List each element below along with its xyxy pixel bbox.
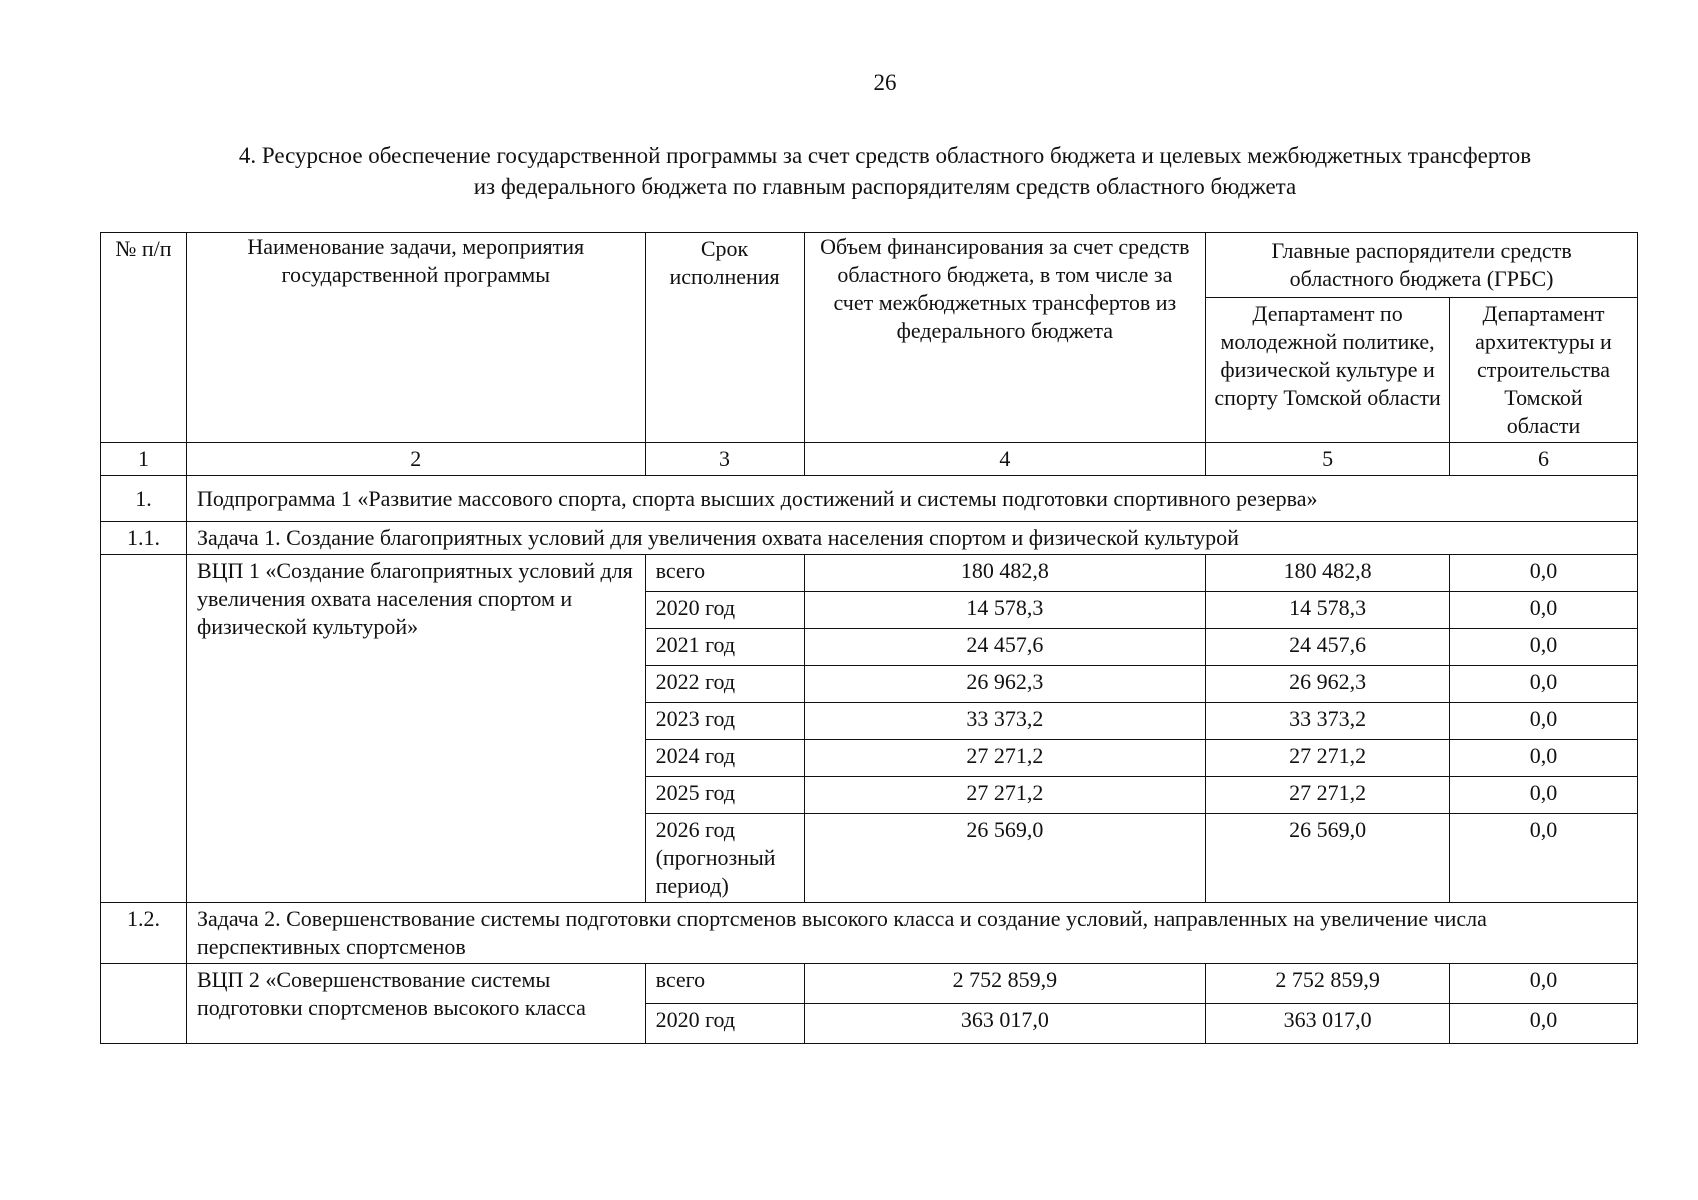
volume-cell: 26 569,0 bbox=[804, 814, 1206, 903]
section-num: 1. bbox=[101, 476, 187, 522]
task-num: 1.2. bbox=[101, 903, 187, 964]
volume-cell: 180 482,8 bbox=[804, 555, 1206, 592]
program-name: ВЦП 2 «Совершенствование системы подготовки спортсменов высокого класса bbox=[186, 964, 645, 1044]
header-volume: Объем финансирования за счет средств областного бюджета, в том числе за счет межбюджетных трансфертов из федерального бюджета bbox=[804, 233, 1206, 443]
col-number: 4 bbox=[804, 443, 1206, 476]
term-cell: 2023 год bbox=[645, 703, 804, 740]
dept1-cell: 26 962,3 bbox=[1206, 666, 1450, 703]
header-term: Срок исполнения bbox=[645, 233, 804, 443]
term-cell: всего bbox=[645, 964, 804, 1004]
dept1-cell: 27 271,2 bbox=[1206, 777, 1450, 814]
dept2-cell: 0,0 bbox=[1449, 964, 1637, 1004]
dept1-cell: 180 482,8 bbox=[1206, 555, 1450, 592]
volume-cell: 14 578,3 bbox=[804, 592, 1206, 629]
dept2-cell: 0,0 bbox=[1449, 814, 1637, 903]
dept2-cell: 0,0 bbox=[1449, 777, 1637, 814]
header-dept2: Департамент архитектуры и строительства Томской области bbox=[1449, 298, 1637, 443]
dept1-cell: 2 752 859,9 bbox=[1206, 964, 1450, 1004]
volume-cell: 27 271,2 bbox=[804, 740, 1206, 777]
dept1-cell: 26 569,0 bbox=[1206, 814, 1450, 903]
dept2-cell: 0,0 bbox=[1449, 740, 1637, 777]
dept2-cell: 0,0 bbox=[1449, 666, 1637, 703]
dept1-cell: 24 457,6 bbox=[1206, 629, 1450, 666]
task-row bbox=[101, 903, 1638, 964]
term-cell: 2020 год bbox=[645, 1004, 804, 1044]
program-name: ВЦП 1 «Создание благоприятных условий для увеличения охвата населения спортом и физической культурой» bbox=[186, 555, 645, 903]
col-number: 2 bbox=[186, 443, 645, 476]
table-header-row bbox=[101, 233, 1638, 298]
dept2-cell: 0,0 bbox=[1449, 703, 1637, 740]
table-row bbox=[101, 555, 1638, 592]
column-numbers-row bbox=[101, 443, 1638, 476]
term-cell: 2021 год bbox=[645, 629, 804, 666]
term-cell: 2026 год (прогнозный период) bbox=[645, 814, 804, 903]
col-number: 1 bbox=[101, 443, 187, 476]
col-number: 5 bbox=[1206, 443, 1450, 476]
header-grbs: Главные распорядители средств областного бюджета (ГРБС) bbox=[1206, 233, 1638, 298]
page-title bbox=[120, 140, 1650, 202]
term-cell: 2024 год bbox=[645, 740, 804, 777]
col-number: 3 bbox=[645, 443, 804, 476]
volume-cell: 2 752 859,9 bbox=[804, 964, 1206, 1004]
table-row bbox=[101, 964, 1638, 1004]
dept2-cell: 0,0 bbox=[1449, 592, 1637, 629]
section-title: Подпрограмма 1 «Развитие массового спорта, спорта высших достижений и системы подготовки спортивного резерва» bbox=[186, 476, 1637, 522]
dept1-cell: 14 578,3 bbox=[1206, 592, 1450, 629]
volume-cell: 27 271,2 bbox=[804, 777, 1206, 814]
budget-table bbox=[100, 232, 1638, 1044]
dept1-cell: 33 373,2 bbox=[1206, 703, 1450, 740]
task-num: 1.1. bbox=[101, 522, 187, 555]
dept1-cell: 27 271,2 bbox=[1206, 740, 1450, 777]
section-row bbox=[101, 476, 1638, 522]
term-cell: 2025 год bbox=[645, 777, 804, 814]
header-name: Наименование задачи, мероприятия государственной программы bbox=[186, 233, 645, 443]
term-cell: 2020 год bbox=[645, 592, 804, 629]
dept2-cell: 0,0 bbox=[1449, 1004, 1637, 1044]
header-num: № п/п bbox=[101, 233, 187, 443]
task-title: Задача 1. Создание благоприятных условий для увеличения охвата населения спортом и физической культурой bbox=[186, 522, 1637, 555]
task-title: Задача 2. Совершенствование системы подготовки спортсменов высокого класса и создание условий, направленных на увеличение числа перспективных спортсменов bbox=[186, 903, 1637, 964]
page-number: 26 bbox=[873, 70, 897, 95]
title-line-2: из федерального бюджета по главным распорядителям средств областного бюджета bbox=[473, 174, 1297, 199]
term-cell: 2022 год bbox=[645, 666, 804, 703]
dept2-cell: 0,0 bbox=[1449, 555, 1637, 592]
title-line-1: 4. Ресурсное обеспечение государственной программы за счет средств областного бюджета и целевых межбюджетных трансфертов bbox=[238, 143, 1532, 168]
term-cell: всего bbox=[645, 555, 804, 592]
empty-num-cell bbox=[101, 555, 187, 903]
volume-cell: 33 373,2 bbox=[804, 703, 1206, 740]
volume-cell: 24 457,6 bbox=[804, 629, 1206, 666]
volume-cell: 363 017,0 bbox=[804, 1004, 1206, 1044]
dept1-cell: 363 017,0 bbox=[1206, 1004, 1450, 1044]
dept2-cell: 0,0 bbox=[1449, 629, 1637, 666]
volume-cell: 26 962,3 bbox=[804, 666, 1206, 703]
header-dept1: Департамент по молодежной политике, физической культуре и спорту Томской области bbox=[1206, 298, 1450, 443]
col-number: 6 bbox=[1449, 443, 1637, 476]
empty-num-cell bbox=[101, 964, 187, 1044]
task-row bbox=[101, 522, 1638, 555]
